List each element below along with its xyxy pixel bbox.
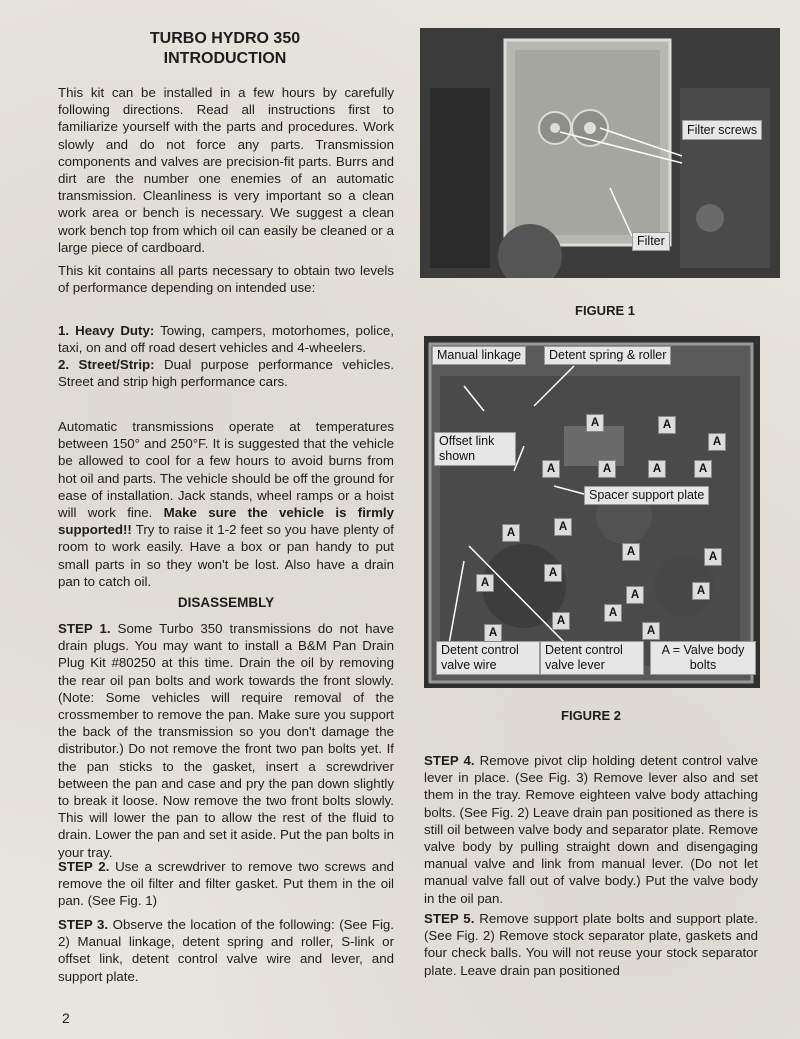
use-item-2-label: 2. Street/Strip: bbox=[58, 357, 155, 372]
figure-2-illustration bbox=[424, 336, 760, 688]
step-1-text: Some Turbo 350 transmissions do not have drain plugs. You may want to install a B&M Pan Drain Plug Kit #80250 at this time. Drain the oil by removing the rear oil pan bolts and work towards the front slowly. (Note: Some vehicles will require removal of the crossmember to remove the pan. Make sure you support the back of the transmission so you don't damage the distributor.) Do not remove the front two pan bolts yet. If the pan sticks to the gasket, insert a screwdriver between the pan and case and pry the pan down slightly to break it loose. Now remove the two front bolts slowly. This will lower the pan to allow the rest of the fluid to drain. Lower the pan and set it aside. Put the pan bolts in your tray. bbox=[58, 621, 394, 860]
use-item-2 bbox=[58, 356, 394, 390]
label-legend: A = Valve body bolts bbox=[650, 641, 756, 675]
step-4-label: STEP 4. bbox=[424, 753, 475, 768]
step-4-text: Remove pivot clip holding detent control valve lever in place. (See Fig. 3) Remove lever also and set them in the tray. Remove eighteen valve body attaching bolts. (See Fig. 2) Leave drain pan positioned as there is still oil between valve body and separator plate. Remove valve body by pulling straight down and disengaging manual valve and link from manual lever. (Do not let manual valve fall out of valve body.) Put the valve body in the oil pan. bbox=[424, 753, 758, 906]
intro-paragraph-3 bbox=[58, 418, 394, 590]
step-2-text: Use a screwdriver to remove two screws and remove the oil filter and filter gasket. Put them in the oil pan. (See Fig. 1) bbox=[58, 859, 394, 909]
bolt-marker: A bbox=[658, 416, 676, 434]
intro-paragraph-1: This kit can be installed in a few hours by carefully following directions. Read all instructions first to familiarize yourself with the parts and procedures. Work slowly and do not force any parts. Transmission components and valves are precision-fit parts. Burrs and dirt are the number one enemies of an automatic transmission. Cleanliness is very important so a clean work area or bench is necessary. We suggest a clean work bench top from which oil can easily be cleaned or a large piece of cardboard. bbox=[58, 85, 394, 255]
bolt-marker: A bbox=[642, 622, 660, 640]
bolt-marker: A bbox=[554, 518, 572, 536]
intro-p3-warning: Make sure the vehicle is firmly supported!! bbox=[58, 505, 395, 538]
page-number: 2 bbox=[62, 1010, 70, 1026]
step-5-label: STEP 5. bbox=[424, 911, 475, 926]
label-offset-link: Offset link shown bbox=[434, 432, 516, 466]
use-item-1-label: 1. Heavy Duty: bbox=[58, 323, 155, 338]
label-manual-linkage: Manual linkage bbox=[432, 346, 526, 365]
bolt-marker: A bbox=[552, 612, 570, 630]
step-5 bbox=[424, 910, 758, 979]
intro-paragraph-2: This kit contains all parts necessary to obtain two levels of performance depending on intended use: bbox=[58, 263, 394, 296]
use-item-1-text: Towing, campers, motorhomes, police, taxi, on and off road desert vehicles and 4-wheelers. bbox=[58, 323, 394, 356]
bolt-marker: A bbox=[476, 574, 494, 592]
step-3 bbox=[58, 916, 394, 985]
step-4 bbox=[424, 752, 758, 907]
bolt-marker: A bbox=[544, 564, 562, 582]
label-detent-lever: Detent control valve lever bbox=[540, 641, 644, 675]
step-1-label: STEP 1. bbox=[58, 621, 111, 636]
disassembly-heading: DISASSEMBLY bbox=[177, 595, 275, 610]
bolt-marker: A bbox=[694, 460, 712, 478]
step-5-text: Remove support plate bolts and support plate. (See Fig. 2) Remove stock separator plate, gaskets and four check balls. You will not reuse your stock separator plate. Leave drain pan positioned bbox=[424, 911, 758, 978]
bolt-marker: A bbox=[604, 604, 622, 622]
bolt-marker: A bbox=[586, 414, 604, 432]
use-item-2-text: Dual purpose performance vehicles. Street and strip high performance cars. bbox=[58, 357, 394, 390]
bolt-marker: A bbox=[692, 582, 710, 600]
bolt-marker: A bbox=[626, 586, 644, 604]
intro-p3-c: Try to raise it 1-2 feet so you have plenty of room to work easily. Have a box or pan handy to put small parts in so they won't be lost. Also have a drain pan to catch oil. bbox=[58, 522, 394, 589]
intro-p3-a: Automatic transmissions operate at temperatures between 150° and 250°F. It is suggested that the vehicle be allowed to cool for a few hours to avoid burns from hot oil and parts. The vehicle should be off the ground for ease of installation. Jack stands, wheel ramps or a hoist will work fine. bbox=[58, 419, 394, 521]
bolt-marker: A bbox=[708, 433, 726, 451]
bolt-marker: A bbox=[598, 460, 616, 478]
bolt-marker: A bbox=[622, 543, 640, 561]
section-title: INTRODUCTION bbox=[163, 50, 287, 67]
figure-1-photo bbox=[420, 28, 780, 278]
label-detent-spring: Detent spring & roller bbox=[544, 346, 671, 365]
label-filter: Filter bbox=[632, 232, 670, 251]
step-1 bbox=[58, 620, 394, 861]
page-title: TURBO HYDRO 350 bbox=[149, 30, 301, 47]
bolt-marker: A bbox=[704, 548, 722, 566]
figure-2-photo bbox=[424, 336, 760, 688]
step-2-label: STEP 2. bbox=[58, 859, 110, 874]
figure-2-caption: FIGURE 2 bbox=[561, 708, 621, 723]
label-filter-screws: Filter screws bbox=[682, 120, 762, 140]
bolt-marker: A bbox=[542, 460, 560, 478]
bolt-marker: A bbox=[502, 524, 520, 542]
figure-1-illustration bbox=[420, 28, 780, 278]
label-detent-wire: Detent control valve wire bbox=[436, 641, 540, 675]
bolt-marker: A bbox=[648, 460, 666, 478]
bolt-marker: A bbox=[484, 624, 502, 642]
step-3-text: Observe the location of the following: (See Fig. 2) Manual linkage, detent spring and roller, S-link or offset link, detent control valve wire and lever, and support plate. bbox=[58, 917, 394, 984]
figure-1-caption: FIGURE 1 bbox=[575, 303, 635, 318]
step-2 bbox=[58, 858, 394, 910]
label-spacer-support: Spacer support plate bbox=[584, 486, 709, 505]
step-3-label: STEP 3. bbox=[58, 917, 109, 932]
use-item-1 bbox=[58, 322, 394, 356]
